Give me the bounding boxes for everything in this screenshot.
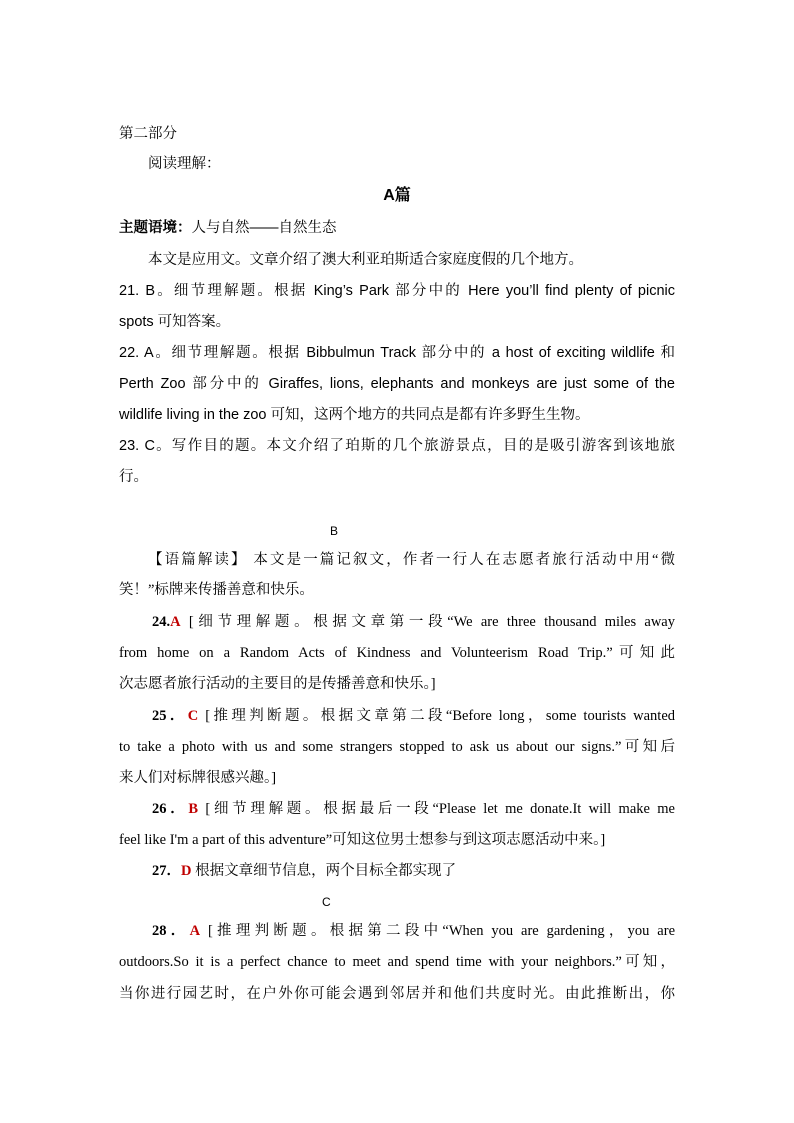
q26-line-1 <box>152 799 675 819</box>
q25-answer: C <box>187 708 199 724</box>
q24-text-1: [细节理解题。根据文章第一段“We are three thousand miles away <box>180 614 675 630</box>
q23-line-2: 行。 <box>119 469 148 485</box>
q26-line-2: feel like I'm a part of this adventure”可知这位男士想参与到这项志愿活动中来。] <box>119 832 606 848</box>
q22-line-1: 22. A。细节理解题。根据 Bibbulmun Track 部分中的 a host of exciting wildlife 和 <box>119 345 675 361</box>
part-title: 第二部分 <box>119 126 177 142</box>
q28-number: 28． <box>152 923 190 939</box>
q24-line-2: from home on a Random Acts of Kindness and Volunteerism Road Trip.”可知此 <box>119 645 675 661</box>
q25-line-1 <box>152 706 675 726</box>
q21-line-2: spots 可知答案。 <box>119 314 231 330</box>
q28-answer: A <box>189 923 201 939</box>
q24-line-1 <box>152 612 675 632</box>
passage-a-summary: 本文是应用文。文章介绍了澳大利亚珀斯适合家庭度假的几个地方。 <box>148 252 583 268</box>
q27-text: 根据文章细节信息，两个目标全都实现了 <box>191 863 457 879</box>
passage-b-intro-line-2: 笑！”标牌来传播善意和快乐。 <box>119 582 314 598</box>
q25-line-2: to take a photo with us and some strangers stopped to ask us about our signs.”可知后 <box>119 739 675 755</box>
q26-number: 26． <box>152 801 189 817</box>
passage-b-intro-line-1: 【语篇解读】 本文是一篇记叙文，作者一行人在志愿者旅行活动中用“微 <box>148 552 675 568</box>
q27-number: 27． <box>152 863 181 879</box>
q25-number: 25． <box>152 708 188 724</box>
q21-line-1: 21. B。细节理解题。根据 King’s Park 部分中的 Here you’ll find plenty of picnic <box>119 283 675 299</box>
q28-line-3: 当你进行园艺时，在户外你可能会遇到邻居并和他们共度时光。由此推断出，你 <box>119 986 675 1002</box>
passage-a-heading: A篇 <box>383 187 411 204</box>
q25-line-3: 来人们对标牌很感兴趣。] <box>119 770 277 786</box>
passage-c-heading: C <box>322 895 331 909</box>
q26-text-1: [细节理解题。根据最后一段“Please let me donate.It will make me <box>198 801 675 817</box>
q28-text-1: [推理判断题。根据第二段中“When you are gardening，you are <box>200 923 676 939</box>
q24-answer: A <box>170 614 181 630</box>
theme-text: 人与自然——自然生态 <box>191 220 337 236</box>
q24-number: 24. <box>152 614 171 630</box>
q24-line-3: 次志愿者旅行活动的主要目的是传播善意和快乐。] <box>119 676 436 692</box>
q26-answer: B <box>188 801 199 817</box>
passage-b-heading: B <box>330 524 339 538</box>
theme-label: 主题语境： <box>119 220 192 236</box>
q23-line-1: 23. C。写作目的题。本文介绍了珀斯的几个旅游景点，目的是吸引游客到该地旅 <box>119 438 675 454</box>
q28-line-1 <box>152 921 675 941</box>
q27-answer: D <box>181 863 192 879</box>
q28-line-2: outdoors.So it is a perfect chance to meet and spend time with your neighbors.”可知， <box>119 954 675 970</box>
q22-line-3: wildlife living in the zoo 可知，这两个地方的共同点是都有许多野生生物。 <box>119 407 590 423</box>
q27-line <box>152 861 708 881</box>
reading-title: 阅读理解： <box>148 156 221 172</box>
q25-text-1: [推理判断题。根据文章第二段“Before long，some tourists wanted <box>198 708 676 724</box>
theme-line <box>119 218 675 238</box>
q22-line-2: Perth Zoo 部分中的 Giraffes, lions, elephants and monkeys are just some of the <box>119 376 675 392</box>
